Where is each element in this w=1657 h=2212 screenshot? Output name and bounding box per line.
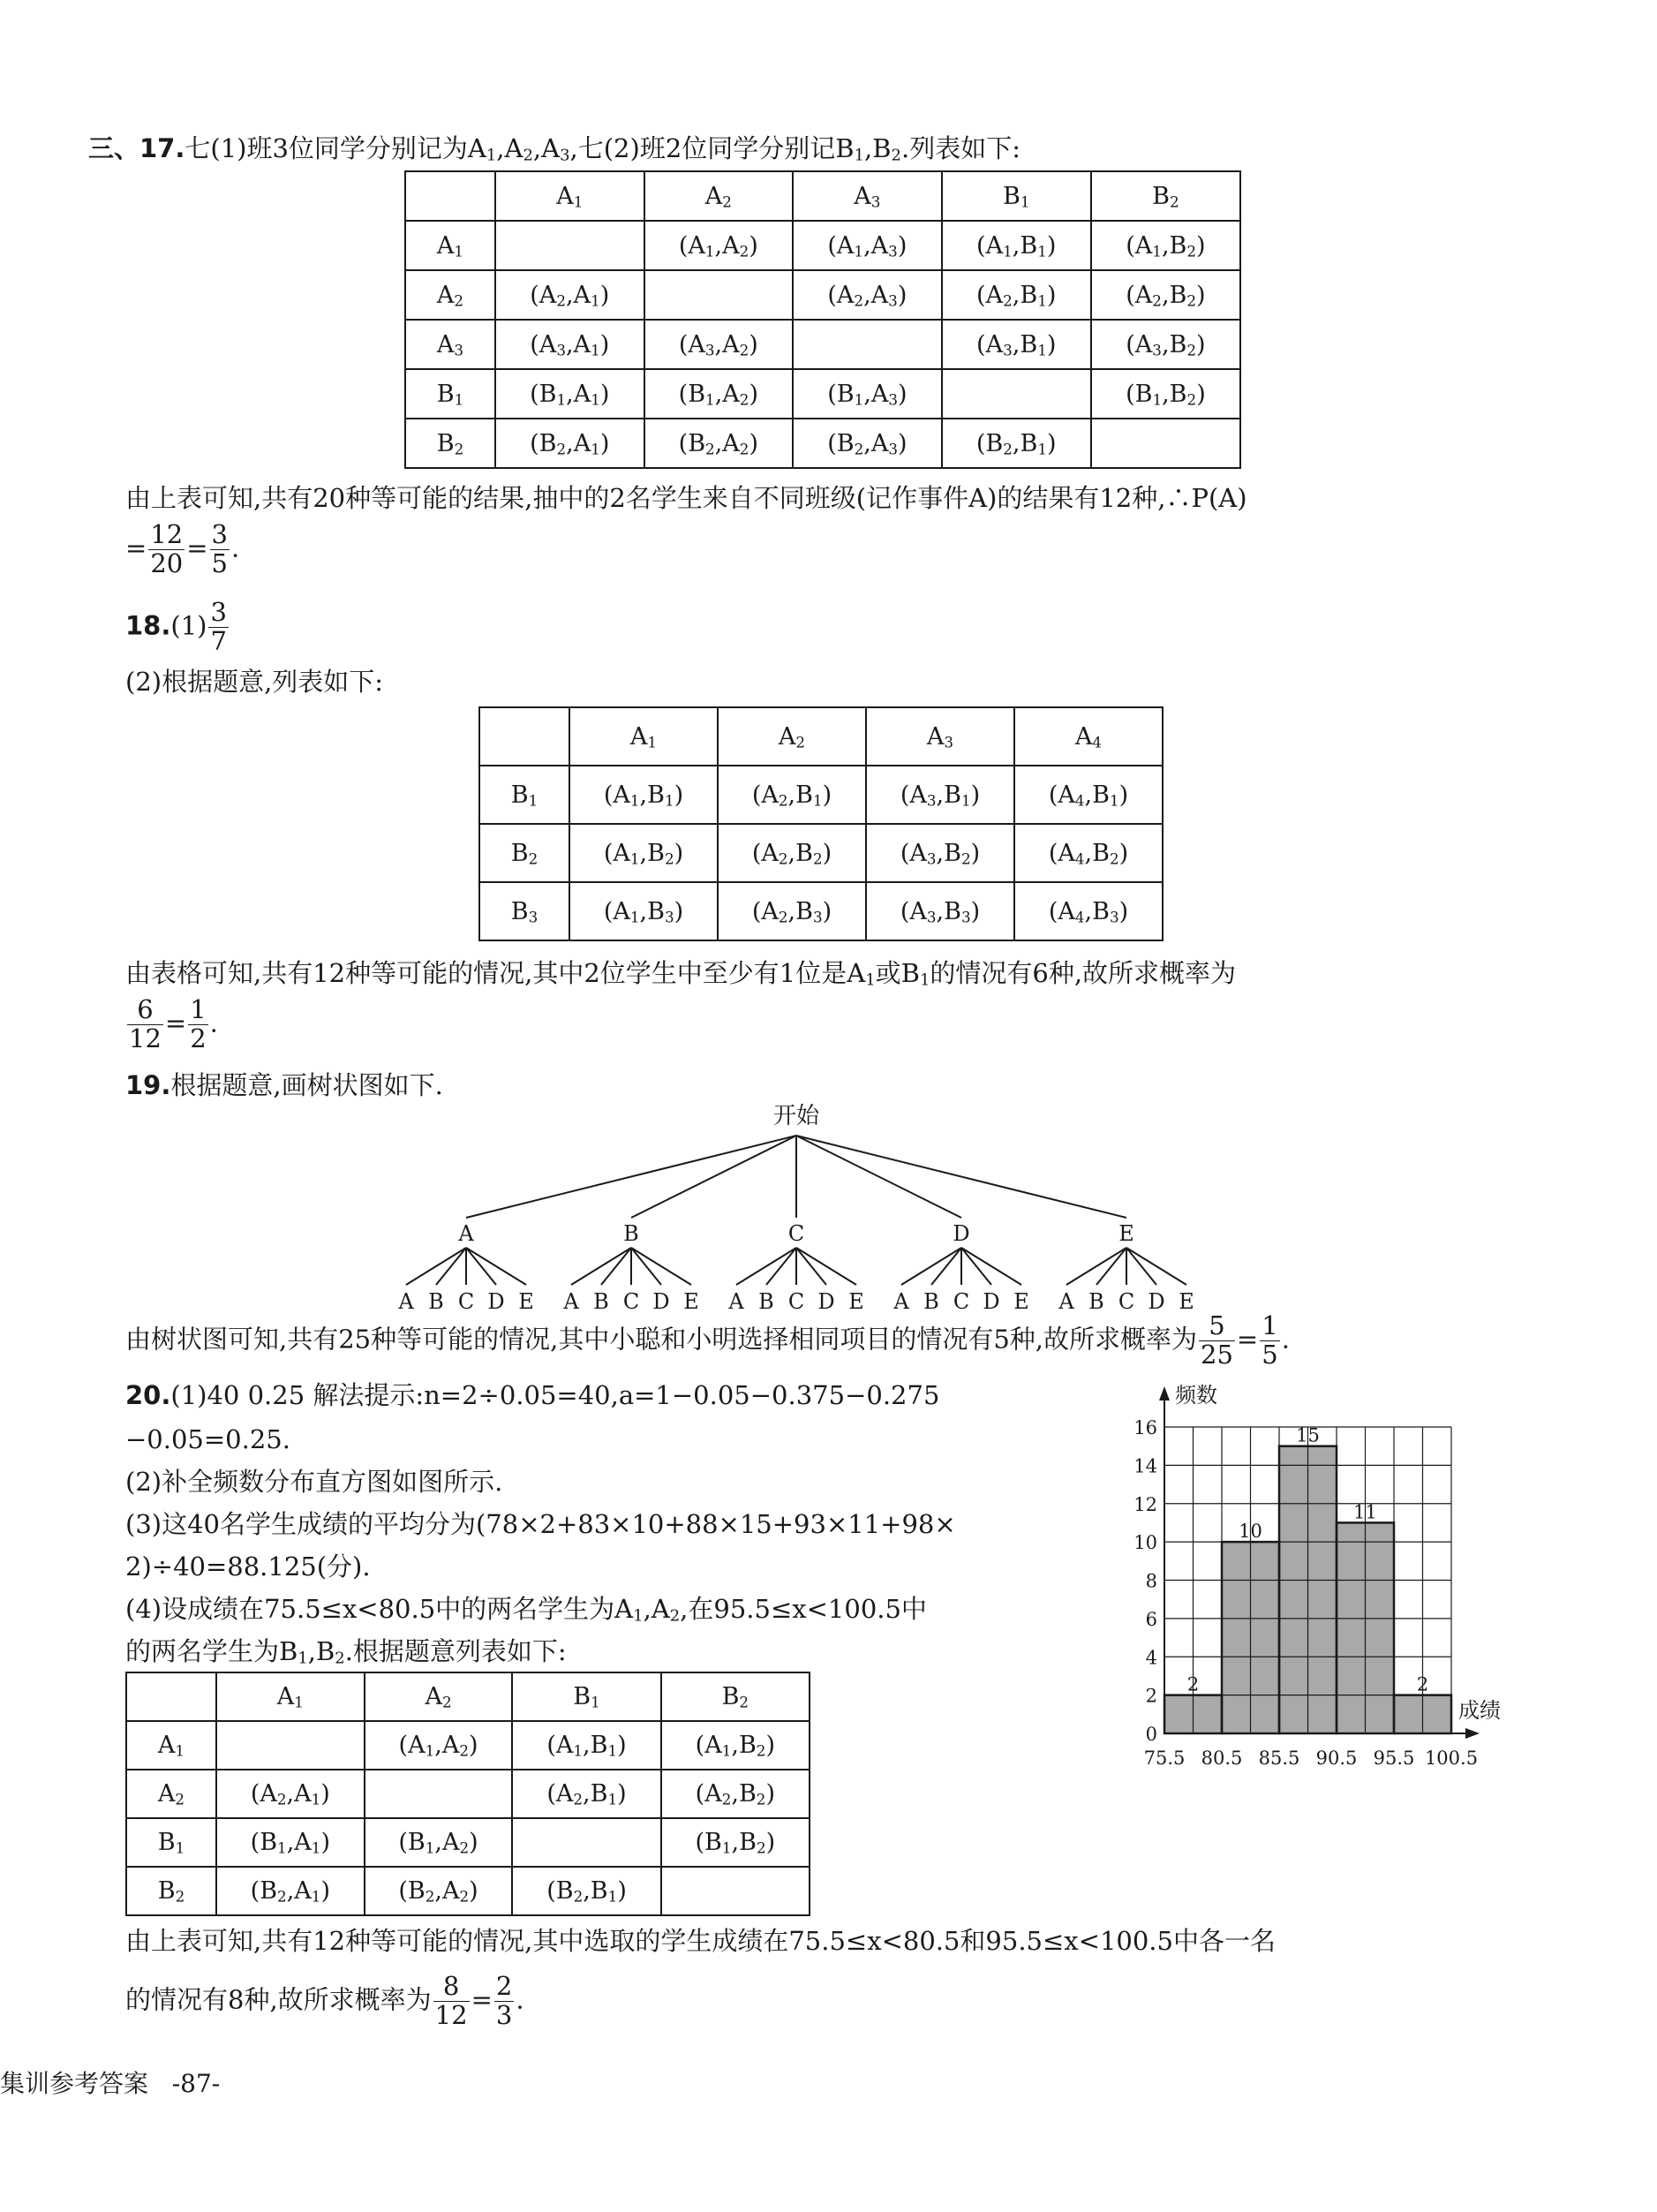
q17-intro: 三、17.七(1)班3位同学分别记为$A_1,A_2,A_3$,七(2)班2位同学分别记$B_1,B_2$.列表如下:	[88, 133, 1021, 165]
table-cell: $B_1$	[126, 1818, 216, 1867]
fraction: $\frac{1}{5}$	[1262, 1310, 1278, 1370]
fraction: $\frac{8}{12}$	[434, 1971, 468, 2030]
x-tick-label: 75.5	[1143, 1748, 1186, 1769]
y-tick-label: 2	[1145, 1685, 1157, 1707]
table-cell: $(B_1,A_1)$	[495, 369, 644, 419]
y-tick-label: 14	[1134, 1455, 1157, 1477]
tree-leaf: B	[428, 1289, 444, 1314]
x-tick-label: 90.5	[1315, 1748, 1358, 1769]
table-cell: $(B_2,A_2)$	[365, 1867, 513, 1915]
y-axis-label: 频数	[1175, 1383, 1217, 1408]
tree-leaf: A	[1058, 1289, 1074, 1314]
table-cell: $B_2$	[661, 1672, 810, 1721]
q18-conclusion: 由表格可知,共有12种等可能的情况,其中2位学生中至少有1位是$A_1$或$B_1$的情况有6种,故所求概率为	[125, 958, 1237, 990]
data-label: 2	[1416, 1673, 1429, 1695]
table-cell: $A_2$	[405, 270, 495, 320]
page-number: -87-	[171, 2069, 221, 2098]
tree-leaf: C	[787, 1289, 805, 1314]
table-cell: $(A_3,B_1)$	[866, 766, 1014, 824]
table-cell: $A_1$	[216, 1672, 365, 1721]
tree-node: B	[623, 1221, 639, 1246]
q20-part4b: 的两名学生为$B_1,B_2$.根据题意列表如下:	[125, 1636, 567, 1668]
q20-part1: 20.(1)40 0.25 解法提示:n=2÷0.05=40,a=1−0.05−0.375−0.275	[125, 1380, 940, 1410]
table-cell: $(A_2,A_3)$	[793, 270, 942, 320]
table-cell: $(A_3,B_1)$	[942, 320, 1091, 369]
y-tick-label: 4	[1145, 1647, 1157, 1669]
table-cell: $(B_1,A_2)$	[644, 369, 794, 419]
table-cell: $(A_1,B_2)$	[569, 824, 718, 882]
table-cell: $A_4$	[1014, 707, 1163, 766]
data-label: 2	[1186, 1673, 1200, 1695]
tree-leaf: D	[983, 1289, 1000, 1314]
table-cell: $A_3$	[793, 171, 942, 221]
tree-leaf: E	[1179, 1289, 1194, 1314]
x-tick-label: 100.5	[1424, 1748, 1479, 1769]
table-cell: $B_1$	[942, 171, 1091, 221]
q19-conclusion: 由树状图可知,共有25种等可能的情况,其中小聪和小明选择相同项目的情况有5种,故所求概率为 $\frac{5}{25}$ = $\frac{1}{5}$ .	[125, 1310, 1290, 1370]
q20-part1b: −0.05=0.25.	[125, 1424, 290, 1454]
fraction: $\frac{6}{12}$	[129, 994, 162, 1053]
tree-leaf: B	[593, 1289, 609, 1314]
q20-conclusion1: 由上表可知,共有12种等可能的情况,其中选取的学生成绩在75.5≤x<80.5和95.5≤x<100.5中各一名	[125, 1926, 1276, 1956]
fraction: $\frac{3}{7}$	[210, 597, 227, 656]
y-tick-label: 8	[1145, 1570, 1157, 1592]
tree-leaf: B	[1088, 1289, 1104, 1314]
table-cell: $A_1$	[569, 707, 718, 766]
table-cell: $A_2$	[718, 707, 866, 766]
table-cell: $(B_2,A_2)$	[644, 419, 794, 468]
tree-node: D	[953, 1221, 970, 1246]
table-cell: $(A_2,B_1)$	[512, 1770, 660, 1818]
tree-leaf: A	[398, 1289, 414, 1314]
table-cell: $(A_3,A_1)$	[495, 320, 644, 369]
table-cell: $(A_2,B_1)$	[718, 766, 866, 824]
table-cell: $(A_4,B_1)$	[1014, 766, 1163, 824]
table-cell: $B_1$	[512, 1672, 660, 1721]
table-cell: $(A_1,B_1)$	[569, 766, 718, 824]
y-axis-arrow	[1159, 1386, 1170, 1400]
tree-leaf: D	[487, 1289, 505, 1314]
q19-label: 19.	[125, 1070, 171, 1100]
tree-leaf: C	[622, 1289, 640, 1314]
fraction: $\frac{5}{25}$	[1201, 1310, 1233, 1370]
table-cell: $(B_1,B_2)$	[661, 1818, 810, 1867]
table-cell: $(B_1,A_1)$	[216, 1818, 365, 1867]
tree-leaf: D	[817, 1289, 835, 1314]
table-cell: $(B_2,B_1)$	[942, 419, 1091, 468]
table-cell: $(B_2,B_1)$	[512, 1867, 660, 1915]
table-cell: $(A_2,A_1)$	[216, 1770, 365, 1818]
q18-label: 18.	[125, 610, 171, 641]
tree-node: C	[787, 1221, 805, 1246]
fraction: $\frac{12}{20}$	[150, 519, 184, 578]
table-cell: $(A_3,B_2)$	[1091, 320, 1240, 369]
y-tick-label: 12	[1134, 1493, 1157, 1515]
table-cell: $(A_1,B_1)$	[942, 221, 1091, 270]
table-cell: $(A_4,B_2)$	[1014, 824, 1163, 882]
fraction: $\frac{2}{3}$	[495, 1971, 513, 2030]
page-footer	[0, 2065, 220, 2100]
table-cell: $(A_1,B_2)$	[1091, 221, 1240, 270]
table-cell: $B_3$	[479, 882, 569, 940]
q17-label: 三、17.	[88, 133, 185, 163]
q20-label: 20.	[125, 1380, 171, 1410]
x-axis-arrow	[1465, 1728, 1480, 1739]
table-cell: $(A_3,B_3)$	[866, 882, 1014, 940]
table-cell: $(A_1,A_2)$	[644, 221, 794, 270]
data-label: 11	[1353, 1501, 1377, 1523]
q19-intro: 19.根据题意,画树状图如下.	[125, 1070, 443, 1100]
table-cell: $(A_1,B_1)$	[512, 1721, 660, 1770]
tree-leaf: A	[563, 1289, 579, 1314]
table-cell: $(B_1,B_2)$	[1091, 369, 1240, 419]
tree-leaf: E	[518, 1289, 534, 1314]
table-cell: $A_3$	[866, 707, 1014, 766]
table-cell: $A_1$	[405, 221, 495, 270]
tree-node: E	[1118, 1221, 1134, 1246]
table-cell: $B_2$	[1091, 171, 1240, 221]
fraction: $\frac{3}{5}$	[211, 519, 228, 578]
table-cell: $B_2$	[479, 824, 569, 882]
table-cell: $(A_1,A_2)$	[365, 1721, 513, 1770]
y-tick-label: 16	[1134, 1417, 1157, 1438]
tree-leaf: C	[457, 1289, 475, 1314]
x-tick-label: 85.5	[1258, 1748, 1300, 1769]
q17-result: = $\frac{12}{20}$ = $\frac{3}{5}$ .	[125, 519, 240, 578]
table-cell: $(B_2,A_3)$	[793, 419, 942, 468]
tree-leaf: C	[1118, 1289, 1135, 1314]
table-cell: $B_1$	[405, 369, 495, 419]
tree-leaf: A	[728, 1289, 744, 1314]
tree-node: A	[458, 1221, 474, 1246]
tree-leaf: B	[923, 1289, 939, 1314]
q18-part2: (2)根据题意,列表如下:	[125, 667, 384, 697]
table-cell: $(A_2,B_1)$	[942, 270, 1091, 320]
table-cell: $(B_2,A_1)$	[216, 1867, 365, 1915]
table-cell: $(A_2,B_2)$	[718, 824, 866, 882]
table-cell: $A_2$	[126, 1770, 216, 1818]
x-axis-label: 成绩	[1458, 1698, 1501, 1723]
table-cell: $A_2$	[365, 1672, 513, 1721]
q18-part1: 18.(1) $\frac{3}{7}$	[125, 597, 227, 656]
table-cell: $(A_2,A_1)$	[495, 270, 644, 320]
table-cell: $(A_1,A_3)$	[793, 221, 942, 270]
q20-part2: (2)补全频数分布直方图如图所示.	[125, 1467, 503, 1497]
data-label: 15	[1296, 1424, 1320, 1446]
table-cell: $(A_3,B_2)$	[866, 824, 1014, 882]
tree-leaf: D	[1148, 1289, 1165, 1314]
q20-part4a: (4)设成绩在75.5≤x<80.5中的两名学生为$A_1,A_2$,在95.5≤x<100.5中	[125, 1594, 927, 1626]
footer-text: 集训参考答案	[0, 2069, 149, 2098]
tree-leaf: A	[893, 1289, 909, 1314]
table-cell: $(A_2,B_2)$	[661, 1770, 810, 1818]
q18-result: $\frac{6}{12}$ = $\frac{1}{2}$ .	[129, 994, 218, 1053]
table-cell: $(A_4,B_3)$	[1014, 882, 1163, 940]
table-cell: $(B_2,A_1)$	[495, 419, 644, 468]
table-cell: $B_2$	[405, 419, 495, 468]
q17-conclusion: 由上表可知,共有20种等可能的结果,抽中的2名学生来自不同班级(记作事件A)的结果有12种,∴P(A)	[125, 483, 1247, 513]
y-tick-label: 10	[1134, 1532, 1157, 1554]
y-tick-label: 6	[1145, 1608, 1157, 1630]
tree-leaf: E	[683, 1289, 699, 1314]
tree-leaf: C	[953, 1289, 970, 1314]
fraction: $\frac{1}{2}$	[190, 994, 207, 1053]
table-cell: $A_3$	[405, 320, 495, 369]
tree-leaf: D	[652, 1289, 670, 1314]
tree-leaf: E	[1013, 1289, 1029, 1314]
table-cell: $A_1$	[495, 171, 644, 221]
table-cell: $B_2$	[126, 1867, 216, 1915]
x-tick-label: 80.5	[1201, 1748, 1243, 1769]
table-cell: $A_2$	[644, 171, 794, 221]
table-cell: $(A_2,B_3)$	[718, 882, 866, 940]
tree-leaf: E	[848, 1289, 864, 1314]
table-cell: $(A_2,B_2)$	[1091, 270, 1240, 320]
q20-part3b: 2)÷40=88.125(分).	[125, 1551, 371, 1582]
q20-part3a: (3)这40名学生成绩的平均分为(78×2+83×10+88×15+93×11+98×	[125, 1509, 956, 1539]
table-cell: $(A_1,B_2)$	[661, 1721, 810, 1770]
table-cell: $B_1$	[479, 766, 569, 824]
tree-leaf: B	[758, 1289, 774, 1314]
data-label: 10	[1239, 1521, 1262, 1543]
table-cell: $(B_1,A_3)$	[793, 369, 942, 419]
table-cell: $(B_1,A_2)$	[365, 1818, 513, 1867]
x-tick-label: 95.5	[1373, 1748, 1415, 1769]
table-cell: $(A_3,A_2)$	[644, 320, 794, 369]
y-tick-label: 0	[1145, 1724, 1157, 1745]
table-cell: $(A_1,B_3)$	[569, 882, 718, 940]
tree-root: 开始	[772, 1103, 820, 1129]
q20-conclusion2: 的情况有8种,故所求概率为 $\frac{8}{12}$ = $\frac{2}{3}$ .	[125, 1971, 524, 2030]
table-cell: $A_1$	[126, 1721, 216, 1770]
